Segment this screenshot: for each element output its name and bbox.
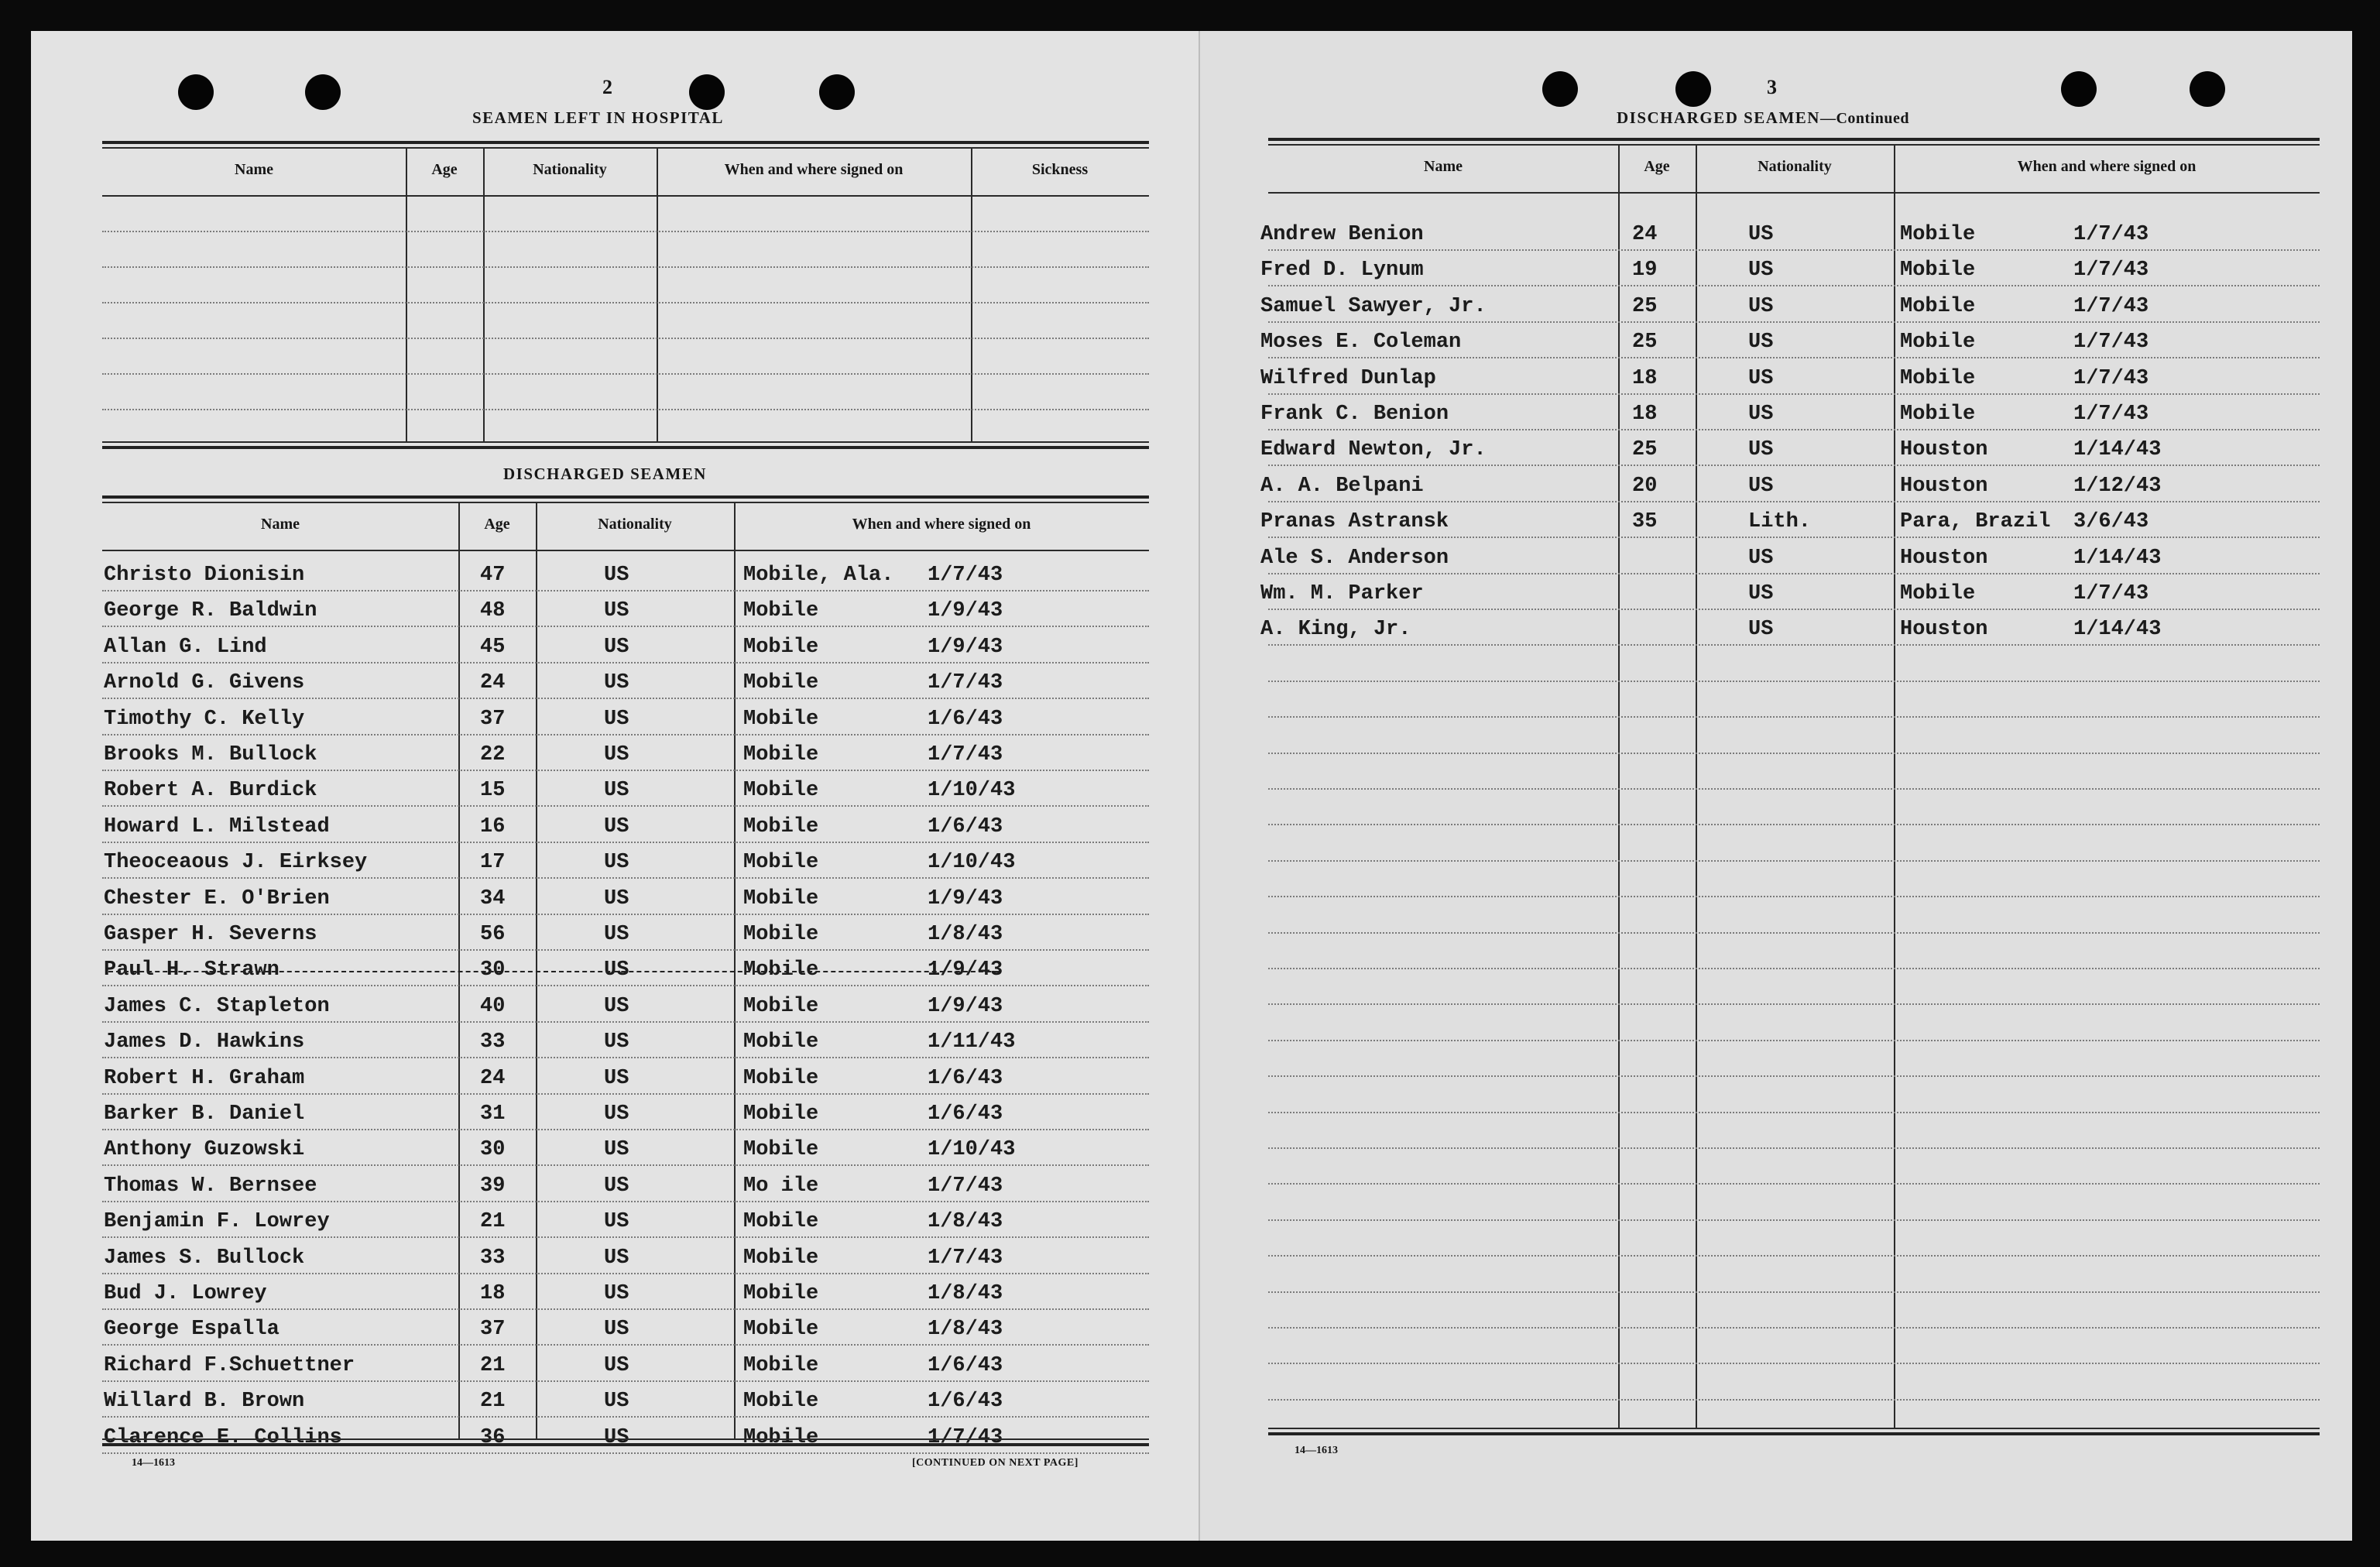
signed-on-place: Mobile [743, 923, 819, 946]
seaman-name: James S. Bullock [104, 1246, 305, 1270]
seaman-name: Timothy C. Kelly [104, 707, 305, 731]
signed-on-place: Mobile [743, 994, 819, 1018]
seaman-name: Willard B. Brown [104, 1390, 305, 1414]
seaman-nationality: US [604, 635, 629, 659]
punch-hole-icon [689, 74, 725, 110]
seaman-nationality: US [604, 923, 629, 946]
seaman-name: George R. Baldwin [104, 599, 317, 623]
signed-on-date: 1/7/43 [928, 1246, 1003, 1270]
signed-on-date: 1/7/43 [2073, 331, 2149, 355]
signed-on-date: 1/8/43 [928, 923, 1003, 946]
seaman-age: 17 [480, 851, 506, 875]
seaman-age: 22 [480, 743, 506, 766]
signed-on-date: 1/14/43 [2073, 546, 2162, 570]
seaman-name: Frank C. Benion [1260, 403, 1449, 426]
signed-on-date: 1/7/43 [928, 564, 1003, 587]
signed-on-place: Mobile [743, 1210, 819, 1234]
seaman-nationality: US [1748, 546, 1774, 570]
seaman-age: 31 [480, 1102, 506, 1126]
hospital-col-name: Name [235, 161, 273, 178]
seaman-nationality: US [1748, 582, 1774, 605]
seaman-nationality: US [604, 851, 629, 875]
seaman-age: 40 [480, 994, 506, 1018]
seaman-name: Brooks M. Bullock [104, 743, 317, 766]
signed-on-date: 1/9/43 [928, 599, 1003, 623]
signed-on-place: Mobile [743, 779, 819, 803]
discharged-col-nationality: Nationality [598, 516, 672, 533]
seaman-age: 24 [1632, 223, 1658, 246]
seaman-age: 25 [1632, 331, 1658, 355]
seaman-nationality: US [604, 671, 629, 695]
seaman-nationality: US [604, 707, 629, 731]
seaman-name: Allan G. Lind [104, 635, 267, 659]
seaman-age: 25 [1632, 294, 1658, 318]
signed-on-date: 1/7/43 [928, 1174, 1003, 1198]
seaman-nationality: US [604, 1246, 629, 1270]
seaman-nationality: US [604, 1210, 629, 1234]
signed-on-place: Para, Brazil [1900, 510, 2051, 534]
signed-on-place: Mobile [743, 1030, 819, 1054]
seaman-age: 37 [480, 1318, 506, 1342]
seaman-name: Theoceaous J. Eirksey [104, 851, 368, 875]
seaman-nationality: US [1748, 223, 1774, 246]
signed-on-place: Mobile, Ala. [743, 564, 894, 587]
signed-on-place: Mobile [1900, 366, 1976, 390]
seaman-name: Benjamin F. Lowrey [104, 1210, 330, 1234]
signed-on-date: 1/7/43 [2073, 582, 2149, 605]
seaman-name: George Espalla [104, 1318, 279, 1342]
signed-on-place: Mobile [743, 1066, 819, 1090]
signed-on-date: 1/7/43 [928, 1425, 1003, 1449]
seaman-name: Moses E. Coleman [1260, 331, 1462, 355]
seaman-age: 21 [480, 1390, 506, 1414]
form-number: 14—1613 [1295, 1445, 1338, 1456]
signed-on-place: Mobile [743, 1425, 819, 1449]
signed-on-date: 1/7/43 [2073, 259, 2149, 283]
page-number: 2 [602, 76, 612, 98]
seaman-age: 33 [480, 1030, 506, 1054]
seaman-name: Christo Dionisin [104, 564, 305, 587]
seaman-nationality: US [604, 814, 629, 838]
signed-on-date: 1/7/43 [928, 671, 1003, 695]
seaman-name: Richard F.Schuettner [104, 1353, 355, 1377]
seaman-age: 56 [480, 923, 506, 946]
signed-on-place: Mobile [743, 635, 819, 659]
signed-on-date: 1/8/43 [928, 1282, 1003, 1305]
seaman-age: 24 [480, 1066, 506, 1090]
signed-on-place: Mobile [743, 1102, 819, 1126]
punch-hole-icon [1675, 71, 1711, 107]
signed-on-date: 1/10/43 [928, 779, 1016, 803]
seaman-nationality: US [604, 743, 629, 766]
seaman-age: 37 [480, 707, 506, 731]
signed-on-place: Mobile [1900, 259, 1976, 283]
seaman-nationality: Lith. [1748, 510, 1812, 534]
seaman-nationality: US [604, 564, 629, 587]
col-name: Name [1424, 158, 1463, 175]
signed-on-place: Houston [1900, 618, 1988, 642]
signed-on-date: 1/6/43 [928, 1102, 1003, 1126]
seaman-name: Anthony Guzowski [104, 1138, 305, 1162]
signed-on-date: 1/9/43 [928, 635, 1003, 659]
seaman-age: 48 [480, 599, 506, 623]
seaman-name: Wilfred Dunlap [1260, 366, 1436, 390]
signed-on-place: Mobile [1900, 331, 1976, 355]
seaman-nationality: US [604, 958, 629, 982]
punch-hole-icon [178, 74, 214, 110]
signed-on-place: Mobile [743, 851, 819, 875]
continued-note: [CONTINUED ON NEXT PAGE] [912, 1457, 1079, 1469]
signed-on-date: 1/9/43 [928, 958, 1003, 982]
seaman-age: 19 [1632, 259, 1658, 283]
seaman-name: Andrew Benion [1260, 223, 1424, 246]
seaman-age: 24 [480, 671, 506, 695]
seaman-nationality: US [604, 1390, 629, 1414]
signed-on-date: 1/7/43 [2073, 366, 2149, 390]
signed-on-date: 1/6/43 [928, 1066, 1003, 1090]
strikethrough-line [108, 971, 999, 972]
seaman-name: Gasper H. Severns [104, 923, 317, 946]
seaman-age: 45 [480, 635, 506, 659]
seaman-age: 25 [1632, 438, 1658, 462]
seaman-name: Edward Newton, Jr. [1260, 438, 1487, 462]
seaman-nationality: US [604, 1425, 629, 1449]
seaman-nationality: US [1748, 438, 1774, 462]
seaman-age: 18 [480, 1282, 506, 1305]
signed-on-date: 1/6/43 [928, 814, 1003, 838]
seaman-age: 20 [1632, 474, 1658, 498]
seaman-age: 35 [1632, 510, 1658, 534]
seaman-age: 30 [480, 958, 506, 982]
seaman-name: Clarence E. Collins [104, 1425, 342, 1449]
signed-on-date: 1/12/43 [2073, 474, 2162, 498]
signed-on-date: 1/9/43 [928, 886, 1003, 910]
seaman-name: Samuel Sawyer, Jr. [1260, 294, 1487, 318]
signed-on-place: Mobile [743, 1353, 819, 1377]
hospital-col-nationality: Nationality [533, 161, 607, 178]
seaman-nationality: US [604, 1138, 629, 1162]
signed-on-place: Mobile [743, 886, 819, 910]
signed-on-place: Houston [1900, 546, 1988, 570]
left-page [31, 31, 1199, 1541]
signed-on-place: Mobile [743, 707, 819, 731]
seaman-name: Robert H. Graham [104, 1066, 305, 1090]
seaman-name: Bud J. Lowrey [104, 1282, 267, 1305]
signed-on-date: 1/11/43 [928, 1030, 1016, 1054]
col-nationality: Nationality [1758, 158, 1832, 175]
signed-on-place: Mobile [743, 1390, 819, 1414]
seaman-nationality: US [604, 599, 629, 623]
signed-on-date: 1/10/43 [928, 851, 1016, 875]
discharged-col-signed-on: When and where signed on [852, 516, 1031, 533]
hospital-col-age: Age [431, 161, 458, 178]
signed-on-date: 1/7/43 [2073, 403, 2149, 426]
col-signed-on: When and where signed on [2017, 158, 2197, 175]
signed-on-place: Mobile [743, 599, 819, 623]
seaman-nationality: US [604, 994, 629, 1018]
seaman-name: Paul H. Strawn [104, 958, 279, 982]
signed-on-date: 1/6/43 [928, 1353, 1003, 1377]
signed-on-place: Mo ile [743, 1174, 819, 1198]
signed-on-date: 1/6/43 [928, 1390, 1003, 1414]
signed-on-place: Mobile [1900, 403, 1976, 426]
seaman-nationality: US [604, 1174, 629, 1198]
signed-on-place: Mobile [743, 1246, 819, 1270]
seaman-name: James D. Hawkins [104, 1030, 305, 1054]
seaman-nationality: US [1748, 366, 1774, 390]
signed-on-place: Houston [1900, 438, 1988, 462]
hospital-col-signed-on: When and where signed on [724, 161, 904, 178]
signed-on-place: Mobile [743, 671, 819, 695]
seaman-age: 34 [480, 886, 506, 910]
discharged-section-title: DISCHARGED SEAMEN [503, 465, 707, 483]
page-title: DISCHARGED SEAMEN—Continued [1617, 108, 1909, 127]
seaman-nationality: US [1748, 294, 1774, 318]
discharged-col-age: Age [484, 516, 510, 533]
seaman-name: Ale S. Anderson [1260, 546, 1449, 570]
seaman-name: Chester E. O'Brien [104, 886, 330, 910]
seaman-nationality: US [604, 1066, 629, 1090]
seaman-nationality: US [604, 1102, 629, 1126]
seaman-name: Pranas Astransk [1260, 510, 1449, 534]
seaman-age: 21 [480, 1353, 506, 1377]
signed-on-date: 3/6/43 [2073, 510, 2149, 534]
hospital-section-title: SEAMEN LEFT IN HOSPITAL [472, 108, 724, 127]
signed-on-date: 1/8/43 [928, 1318, 1003, 1342]
seaman-age: 21 [480, 1210, 506, 1234]
seaman-name: A. A. Belpani [1260, 474, 1424, 498]
seaman-age: 18 [1632, 366, 1658, 390]
seaman-name: Wm. M. Parker [1260, 582, 1424, 605]
signed-on-place: Mobile [1900, 582, 1976, 605]
signed-on-date: 1/10/43 [928, 1138, 1016, 1162]
seaman-age: 36 [480, 1425, 506, 1449]
signed-on-date: 1/7/43 [928, 743, 1003, 766]
seaman-nationality: US [604, 779, 629, 803]
seaman-nationality: US [1748, 331, 1774, 355]
punch-hole-icon [2061, 71, 2097, 107]
seaman-age: 47 [480, 564, 506, 587]
punch-hole-icon [2190, 71, 2225, 107]
seaman-age: 18 [1632, 403, 1658, 426]
signed-on-place: Mobile [743, 958, 819, 982]
hospital-col-sickness: Sickness [1031, 161, 1089, 178]
signed-on-date: 1/8/43 [928, 1210, 1003, 1234]
signed-on-date: 1/7/43 [2073, 294, 2149, 318]
page-number: 3 [1767, 76, 1777, 98]
signed-on-place: Mobile [743, 1138, 819, 1162]
seaman-nationality: US [604, 1353, 629, 1377]
signed-on-date: 1/6/43 [928, 707, 1003, 731]
discharged-col-name: Name [261, 516, 300, 533]
punch-hole-icon [305, 74, 341, 110]
punch-hole-icon [1542, 71, 1578, 107]
seaman-name: Arnold G. Givens [104, 671, 305, 695]
form-number: 14—1613 [132, 1457, 175, 1469]
col-age: Age [1644, 158, 1670, 175]
signed-on-place: Mobile [743, 1318, 819, 1342]
seaman-nationality: US [604, 1318, 629, 1342]
seaman-age: 15 [480, 779, 506, 803]
seaman-age: 30 [480, 1138, 506, 1162]
seaman-name: Thomas W. Bernsee [104, 1174, 317, 1198]
seaman-nationality: US [1748, 403, 1774, 426]
seaman-age: 39 [480, 1174, 506, 1198]
signed-on-date: 1/7/43 [2073, 223, 2149, 246]
signed-on-place: Houston [1900, 474, 1988, 498]
seaman-name: A. King, Jr. [1260, 618, 1411, 642]
seaman-nationality: US [1748, 259, 1774, 283]
seaman-name: Howard L. Milstead [104, 814, 330, 838]
seaman-age: 33 [480, 1246, 506, 1270]
seaman-name: Robert A. Burdick [104, 779, 317, 803]
seaman-nationality: US [604, 1030, 629, 1054]
signed-on-date: 1/14/43 [2073, 618, 2162, 642]
signed-on-date: 1/9/43 [928, 994, 1003, 1018]
seaman-age: 16 [480, 814, 506, 838]
punch-hole-icon [819, 74, 855, 110]
signed-on-place: Mobile [743, 1282, 819, 1305]
seaman-nationality: US [1748, 618, 1774, 642]
seaman-name: Barker B. Daniel [104, 1102, 305, 1126]
seaman-nationality: US [1748, 474, 1774, 498]
signed-on-place: Mobile [1900, 223, 1976, 246]
signed-on-place: Mobile [743, 743, 819, 766]
seaman-nationality: US [604, 886, 629, 910]
right-page [1199, 31, 2352, 1541]
seaman-name: James C. Stapleton [104, 994, 330, 1018]
signed-on-place: Mobile [1900, 294, 1976, 318]
seaman-name: Fred D. Lynum [1260, 259, 1424, 283]
seaman-nationality: US [604, 1282, 629, 1305]
signed-on-date: 1/14/43 [2073, 438, 2162, 462]
signed-on-place: Mobile [743, 814, 819, 838]
